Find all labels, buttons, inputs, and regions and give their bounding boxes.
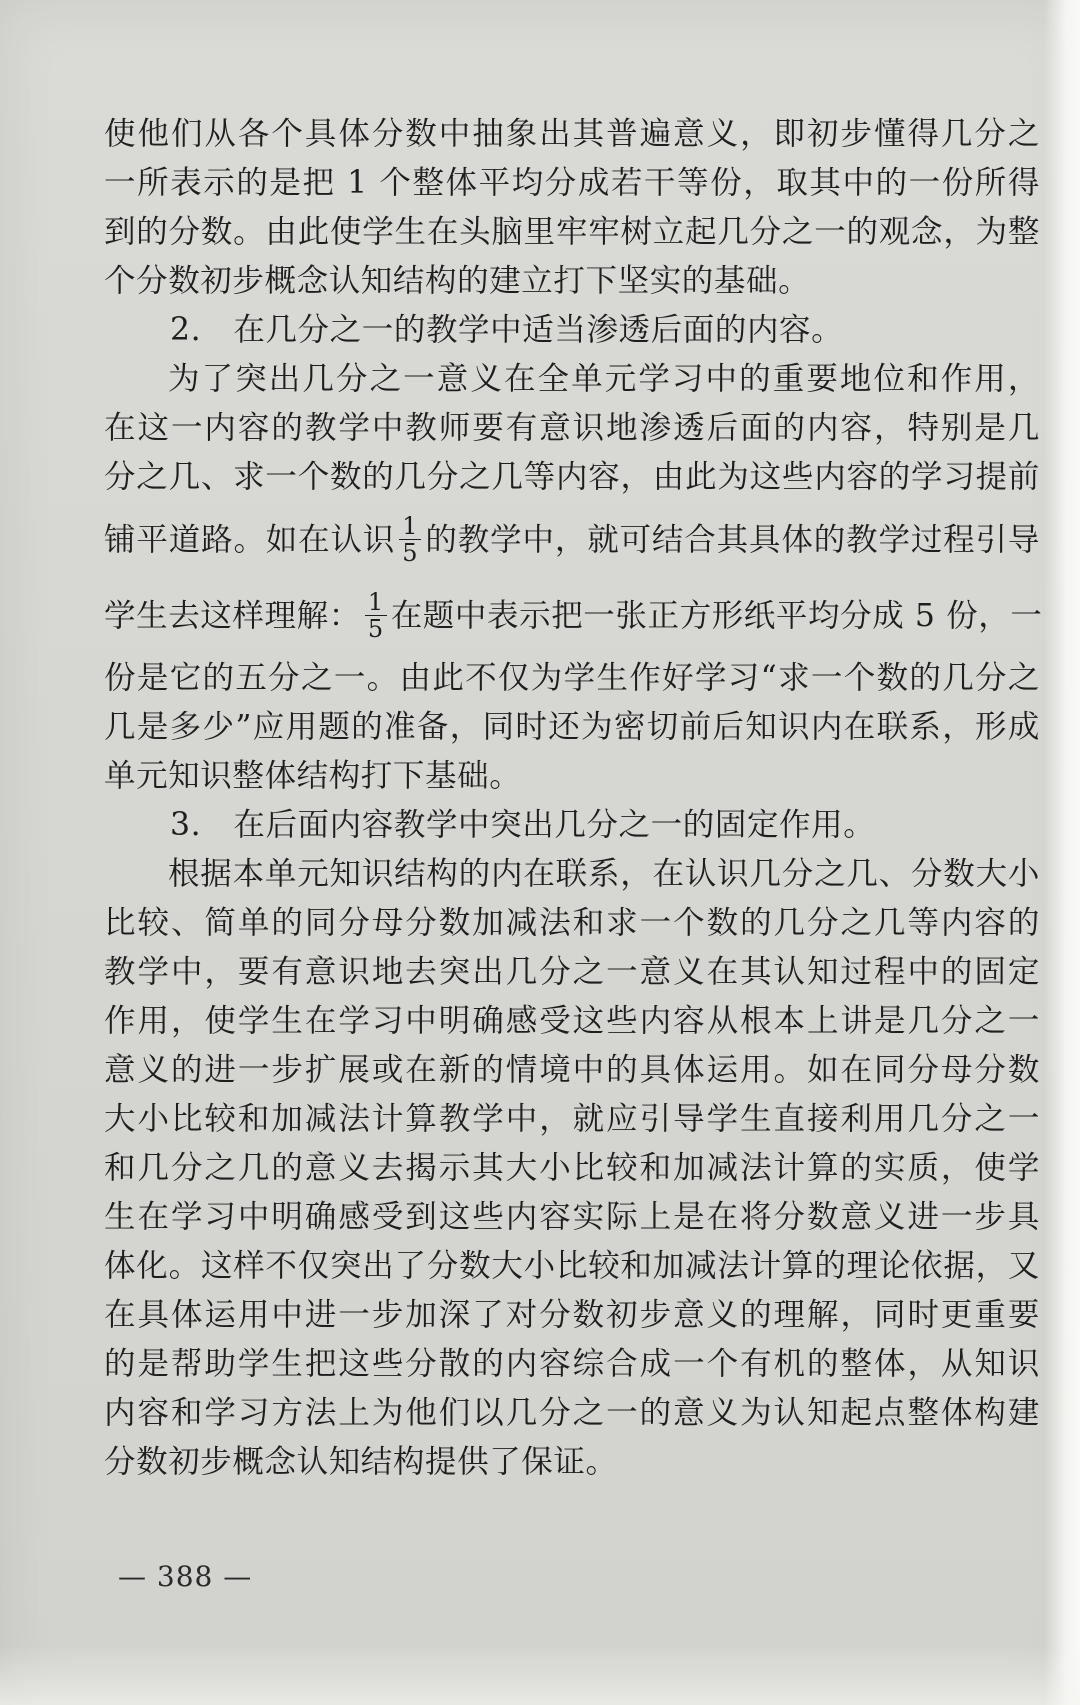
- text-line-with-fraction: [104, 578, 1043, 654]
- text-line: 作用，使学生在学习中明确感受这些内容从根本上讲是几分之一: [104, 1003, 1040, 1039]
- body-text: [104, 110, 1043, 1487]
- fraction-one-fifth: [399, 513, 421, 566]
- text-line: 到的分数。由此使学生在头脑里牢牢树立起几分之一的观念，为整: [104, 214, 1040, 250]
- text-line: 和几分之几的意义去揭示其大小比较和加减法计算的实质，使学: [104, 1150, 1040, 1186]
- text-segment: 的教学中，就可结合其具体的教学过程引导: [425, 522, 1041, 558]
- text-line: 内容和学习方法上为他们以几分之一的意义为认知起点整体构建: [104, 1395, 1040, 1431]
- page-bottom-fade: [0, 1645, 1080, 1705]
- text-line: 比较、简单的同分母分数加减法和求一个数的几分之几等内容的: [104, 905, 1040, 941]
- text-segment: 铺平道路。如在认识: [104, 522, 396, 558]
- text-line: 大小比较和加减法计算教学中，就应引导学生直接利用几分之一: [104, 1101, 1040, 1137]
- text-line: 份是它的五分之一。由此不仅为学生作好学习“求一个数的几分之: [104, 660, 1040, 696]
- text-line: 在这一内容的教学中教师要有意识地渗透后面的内容，特别是几: [104, 410, 1040, 446]
- text-segment: 在题中表示把一张正方形纸平均分成 5 份，一: [390, 598, 1043, 634]
- text-line: 几是多少”应用题的准备，同时还为密切前后知识内在联系，形成: [104, 709, 1040, 745]
- text-line: 一所表示的是把 1 个整体平均分成若干等份，取其中的一份所得: [104, 165, 1040, 201]
- text-line: 根据本单元知识结构的内在联系，在认识几分之几、分数大小: [168, 856, 1040, 892]
- text-line: 个分数初步概念认知结构的建立打下坚实的基础。: [104, 263, 811, 299]
- text-line: 意义的进一步扩展或在新的情境中的具体运用。如在同分母分数: [104, 1052, 1040, 1088]
- text-line: 分之几、求一个数的几分之几等内容，由此为这些内容的学习提前: [104, 459, 1040, 495]
- text-line: 在具体运用中进一步加深了对分数初步意义的理解，同时更重要: [104, 1297, 1040, 1333]
- page-number: — 388 —: [118, 1560, 253, 1593]
- text-line: 生在学习中明确感受到这些内容实际上是在将分数意义进一步具: [104, 1199, 1040, 1235]
- section-heading-2: 2. 在几分之一的教学中适当渗透后面的内容。: [170, 312, 844, 348]
- text-segment: 学生去这样理解：: [104, 598, 361, 634]
- text-line: 体化。这样不仅突出了分数大小比较和加减法计算的理论依据，又: [104, 1248, 1040, 1284]
- page-edge: [1044, 0, 1080, 1705]
- text-line-with-fraction: [104, 502, 1040, 578]
- section-heading-3: 3. 在后面内容教学中突出几分之一的固定作用。: [170, 807, 876, 843]
- fraction-denominator: 5: [367, 615, 384, 643]
- text-line: 的是帮助学生把这些分散的内容综合成一个有机的整体，从知识: [104, 1346, 1040, 1382]
- text-line: 使他们从各个具体分数中抽象出其普遍意义，即初步懂得几分之: [104, 116, 1040, 152]
- fraction-numerator: 1: [399, 513, 421, 540]
- text-line: 分数初步概念认知结构提供了保证。: [104, 1444, 618, 1480]
- fraction-one-fifth: [365, 589, 387, 642]
- text-line: 单元知识整体结构打下基础。: [104, 758, 522, 794]
- text-line: 教学中，要有意识地去突出几分之一意义在其认知过程中的固定: [104, 954, 1040, 990]
- fraction-denominator: 5: [402, 539, 419, 567]
- text-line: 为了突出几分之一意义在全单元学习中的重要地位和作用，: [168, 361, 1040, 397]
- fraction-numerator: 1: [365, 589, 387, 616]
